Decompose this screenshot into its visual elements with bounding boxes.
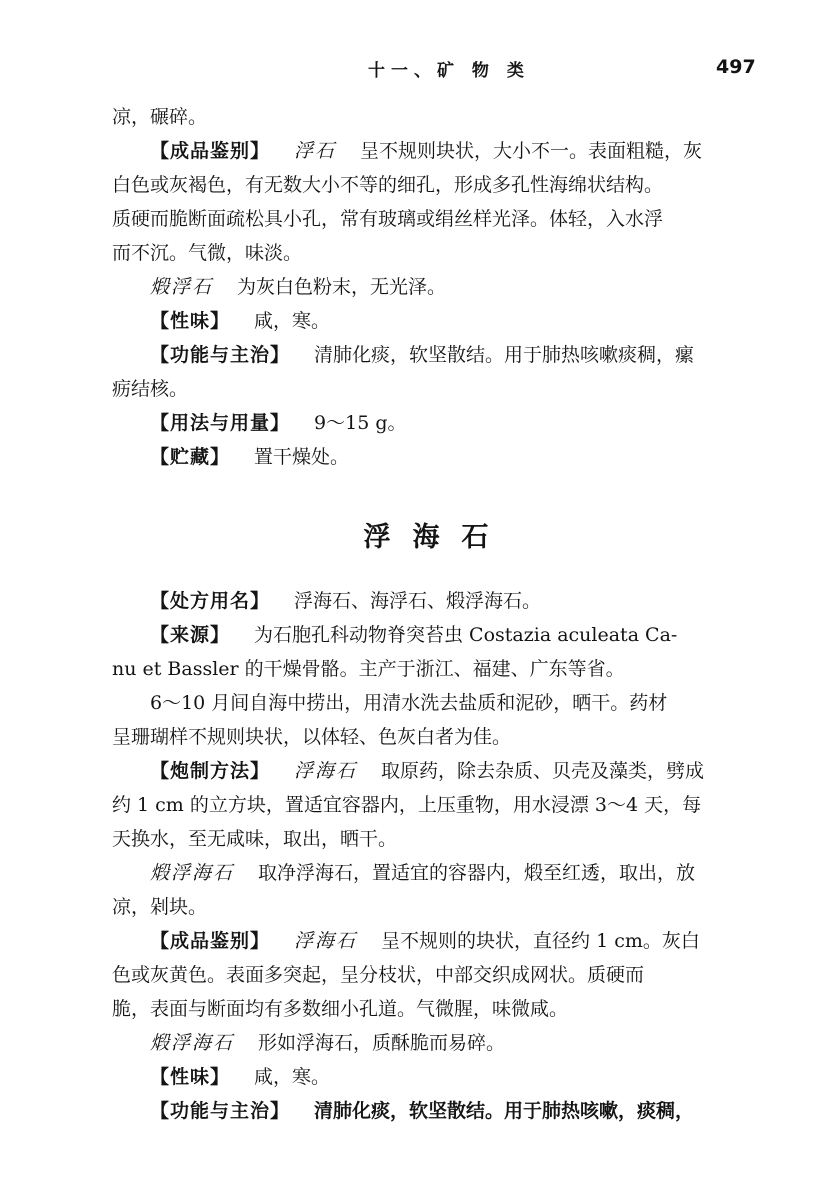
sub-item-label: 煅浮海石	[150, 862, 235, 884]
text-line: 置干燥处。	[254, 446, 350, 468]
section-label: 【贮藏】	[150, 446, 231, 468]
section-label: 【功能与主治】	[150, 344, 291, 366]
sub-item-label: 煅浮石	[150, 276, 214, 298]
text-line: 质硬而脆断面疏松具小孔，常有玻璃或绢丝样光泽。体轻，入水浮	[112, 208, 664, 230]
text-line: 疬结核。	[112, 378, 189, 400]
section-label: 【处方用名】	[150, 590, 271, 612]
sub-item-label: 浮石	[294, 140, 337, 162]
sub-item-label: 煅浮海石	[150, 1032, 235, 1054]
entry-chufang	[112, 584, 762, 618]
entry-gongneng	[112, 1094, 762, 1128]
text-line: 白色或灰褐色，有无数大小不等的细孔，形成多孔性海绵状结构。	[112, 174, 664, 196]
text-line: 凉，剁块。	[112, 896, 208, 918]
text-line: nu et Bassler 的干燥骨骼。主产于浙江、福建、广东等省。	[112, 658, 625, 680]
section-label: 【性味】	[150, 1066, 231, 1088]
entry-jianbie	[112, 924, 762, 958]
entry-laiyuan	[112, 618, 762, 652]
entry-duan	[112, 856, 762, 890]
text-line: 取净浮海石，置适宜的容器内，煅至红透，取出，放	[258, 862, 696, 884]
text-line: 咸，寒。	[254, 1066, 331, 1088]
text-line: 约 1 cm 的立方块，置适宜容器内，上压重物，用水浸漂 3～4 天，每	[112, 794, 702, 816]
text-line: 脆，表面与断面均有多数细小孔道。气微腥，味微咸。	[112, 998, 569, 1020]
entry-jianbie	[112, 134, 762, 168]
entry-xingwei	[112, 1060, 762, 1094]
text-line: 为灰白色粉末，无光泽。	[237, 276, 447, 298]
sub-item-label: 浮海石	[294, 930, 358, 952]
text-line: 取原药，除去杂质、贝壳及藻类，劈成	[381, 760, 705, 782]
text-line: 呈不规则的块状，直径约 1 cm。灰白	[381, 930, 700, 952]
page-number: 497	[716, 56, 756, 78]
section-label: 【成品鉴别】	[150, 140, 271, 162]
entry-duan	[112, 270, 762, 304]
sub-item-label: 浮海石	[294, 760, 358, 782]
text-line: 为石胞孔科动物脊突苔虫 Costazia aculeata Ca-	[254, 624, 678, 646]
section-label: 【用法与用量】	[150, 412, 291, 434]
text-line: 6～10 月间自海中捞出，用清水洗去盐质和泥砂，晒干。药材	[150, 692, 668, 714]
text-line: 清肺化痰，软坚散结。用于肺热咳嗽，痰稠，	[314, 1100, 695, 1122]
text-line: 呈不规则块状，大小不一。表面粗糙，灰	[360, 140, 703, 162]
section-label: 【来源】	[150, 624, 231, 646]
section-label: 【功能与主治】	[150, 1100, 291, 1122]
section-label: 【性味】	[150, 310, 231, 332]
page-body	[112, 100, 762, 1128]
page-header	[0, 56, 832, 86]
entry-xingwei	[112, 304, 762, 338]
entry-yongfa	[112, 406, 762, 440]
text-line: 而不沉。气微，味淡。	[112, 242, 303, 264]
entry-zhucang	[112, 440, 762, 474]
text-line: 浮海石、海浮石、煅浮海石。	[294, 590, 542, 612]
section-label: 【炮制方法】	[150, 760, 271, 782]
section-label: 【成品鉴别】	[150, 930, 271, 952]
entry-gongneng	[112, 338, 762, 372]
entry-duan2	[112, 1026, 762, 1060]
text-line: 形如浮海石，质酥脆而易碎。	[258, 1032, 506, 1054]
text-line: 凉，碾碎。	[112, 106, 208, 128]
text-line: 咸，寒。	[254, 310, 331, 332]
text-line: 色或灰黄色。表面多突起，呈分枝状，中部交织成网状。质硬而	[112, 964, 645, 986]
entry-paozhi	[112, 754, 762, 788]
text-line: 清肺化痰，软坚散结。用于肺热咳嗽痰稠，瘰	[314, 344, 695, 366]
entry-title: 浮海石	[363, 522, 511, 553]
text-line: 天换水，至无咸味，取出，晒干。	[112, 828, 398, 850]
text-line: 呈珊瑚样不规则块状，以体轻、色灰白者为佳。	[112, 726, 512, 748]
text-line: 9～15 g。	[314, 412, 407, 434]
running-head: 十一、矿 物 类	[368, 61, 530, 81]
